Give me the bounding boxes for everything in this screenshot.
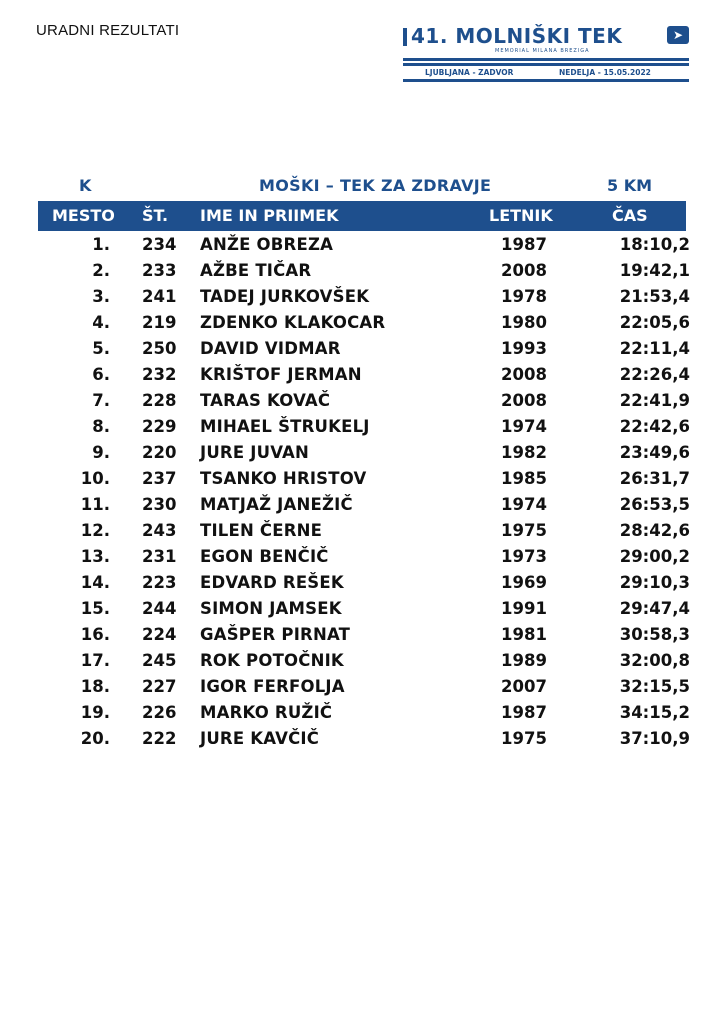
cell-cas: 22:42,6 [619,417,690,436]
category-code: K [79,176,92,195]
results-table-body [38,232,690,752]
cell-ime: TSANKO HRISTOV [200,469,367,488]
cell-mesto: 16. [80,625,110,644]
table-row [38,544,690,570]
table-row [38,466,690,492]
category-distance: 5 KM [607,176,653,195]
cell-cas: 37:10,9 [619,729,690,748]
cell-st: 243 [142,521,177,540]
cell-st: 224 [142,625,177,644]
cell-st: 237 [142,469,177,488]
cell-mesto: 20. [80,729,110,748]
cell-ime: TILEN ČERNE [200,521,323,540]
table-row [38,414,690,440]
cell-cas: 26:31,7 [619,469,690,488]
event-logo [403,24,689,86]
cell-cas: 29:10,3 [619,573,690,592]
document-label: URADNI REZULTATI [36,22,180,39]
cell-cas: 32:00,8 [619,651,690,670]
cell-st: 219 [142,313,177,332]
cell-ime: EDVARD REŠEK [200,573,344,592]
cell-st: 234 [142,235,177,254]
cell-cas: 26:53,5 [619,495,690,514]
table-row [38,258,690,284]
table-row [38,648,690,674]
cell-cas: 18:10,2 [619,235,690,254]
cell-letnik: 1989 [501,651,547,670]
cell-ime: ZDENKO KLAKOCAR [200,313,386,332]
cell-letnik: 1982 [501,443,547,462]
cell-mesto: 14. [80,573,110,592]
cell-cas: 29:00,2 [619,547,690,566]
cell-letnik: 2008 [501,365,547,384]
logo-date: NEDELJA - 15.05.2022 [559,68,651,77]
cell-mesto: 11. [80,495,110,514]
cell-letnik: 1973 [501,547,547,566]
cell-ime: MIHAEL ŠTRUKELJ [200,417,370,436]
cell-ime: SIMON JAMSEK [200,599,342,618]
cell-letnik: 1974 [501,495,547,514]
table-row [38,336,690,362]
cell-st: 233 [142,261,177,280]
logo-location: LJUBLJANA - ZADVOR [425,68,514,77]
header-mesto: MESTO [52,206,115,225]
cell-ime: IGOR FERFOLJA [200,677,345,696]
cell-mesto: 3. [92,287,110,306]
cell-cas: 30:58,3 [619,625,690,644]
cell-mesto: 17. [80,651,110,670]
cell-letnik: 1978 [501,287,547,306]
cell-ime: MARKO RUŽIČ [200,703,333,722]
cell-ime: KRIŠTOF JERMAN [200,365,362,384]
cell-cas: 21:53,4 [619,287,690,306]
logo-accent-bar [403,28,407,46]
cell-cas: 22:26,4 [619,365,690,384]
cell-mesto: 18. [80,677,110,696]
table-row [38,518,690,544]
cell-letnik: 1991 [501,599,547,618]
table-row [38,492,690,518]
cell-ime: JURE KAVČIČ [200,729,320,748]
cell-cas: 23:49,6 [619,443,690,462]
cell-cas: 19:42,1 [619,261,690,280]
cell-letnik: 1987 [501,235,547,254]
cell-mesto: 8. [92,417,110,436]
cell-letnik: 2008 [501,261,547,280]
cell-letnik: 1980 [501,313,547,332]
header-st: ŠT. [142,206,169,225]
cell-st: 245 [142,651,177,670]
cell-letnik: 1969 [501,573,547,592]
table-row [38,440,690,466]
cell-letnik: 1981 [501,625,547,644]
table-row [38,596,690,622]
cell-mesto: 9. [92,443,110,462]
table-row [38,700,690,726]
cell-mesto: 4. [92,313,110,332]
cell-st: 228 [142,391,177,410]
cell-st: 241 [142,287,177,306]
logo-stripe [403,79,689,82]
cell-cas: 34:15,2 [619,703,690,722]
results-table-header [38,201,686,231]
cell-mesto: 12. [80,521,110,540]
cell-letnik: 2008 [501,391,547,410]
cell-mesto: 19. [80,703,110,722]
table-row [38,388,690,414]
header-cas: ČAS [612,206,648,225]
table-row [38,362,690,388]
table-row [38,232,690,258]
logo-stripe [403,58,689,61]
cell-letnik: 1975 [501,521,547,540]
cell-st: 244 [142,599,177,618]
cell-st: 226 [142,703,177,722]
cell-cas: 29:47,4 [619,599,690,618]
logo-title: 41. MOLNIŠKI TEK [411,24,623,48]
cell-cas: 22:11,4 [619,339,690,358]
table-row [38,570,690,596]
cell-st: 220 [142,443,177,462]
cell-ime: TADEJ JURKOVŠEK [200,287,370,306]
cell-ime: JURE JUVAN [200,443,310,462]
cell-st: 222 [142,729,177,748]
cell-ime: ANŽE OBREZA [200,235,334,254]
cell-cas: 22:05,6 [619,313,690,332]
table-row [38,310,690,336]
cell-st: 231 [142,547,177,566]
logo-stripe [403,63,689,66]
table-row [38,726,690,752]
cell-cas: 28:42,6 [619,521,690,540]
cell-mesto: 13. [80,547,110,566]
cell-st: 227 [142,677,177,696]
header-ime: IME IN PRIIMEK [200,206,339,225]
cell-mesto: 5. [92,339,110,358]
cell-st: 223 [142,573,177,592]
cell-cas: 32:15,5 [619,677,690,696]
cell-letnik: 1975 [501,729,547,748]
cell-st: 229 [142,417,177,436]
cell-mesto: 7. [92,391,110,410]
table-row [38,622,690,648]
cell-mesto: 1. [92,235,110,254]
table-row [38,284,690,310]
cell-cas: 22:41,9 [619,391,690,410]
cell-letnik: 1985 [501,469,547,488]
cell-mesto: 15. [80,599,110,618]
cell-ime: MATJAŽ JANEŽIČ [200,495,353,514]
cell-ime: ROK POTOČNIK [200,651,344,670]
cell-mesto: 10. [80,469,110,488]
cell-mesto: 2. [92,261,110,280]
cell-letnik: 1974 [501,417,547,436]
cell-letnik: 2007 [501,677,547,696]
category-title: MOŠKI – TEK ZA ZDRAVJE [259,176,492,195]
cell-ime: DAVID VIDMAR [200,339,341,358]
cell-mesto: 6. [92,365,110,384]
cell-st: 232 [142,365,177,384]
runner-icon: ➤ [667,26,689,44]
header-letnik: LETNIK [489,206,553,225]
cell-st: 230 [142,495,177,514]
cell-ime: TARAS KOVAČ [200,391,331,410]
cell-ime: EGON BENČIČ [200,547,329,566]
logo-subtitle: MEMORIAL MILANA BREZIGA [495,48,590,54]
cell-st: 250 [142,339,177,358]
table-row [38,674,690,700]
cell-ime: AŽBE TIČAR [200,261,312,280]
cell-ime: GAŠPER PIRNAT [200,625,351,644]
cell-letnik: 1987 [501,703,547,722]
cell-letnik: 1993 [501,339,547,358]
